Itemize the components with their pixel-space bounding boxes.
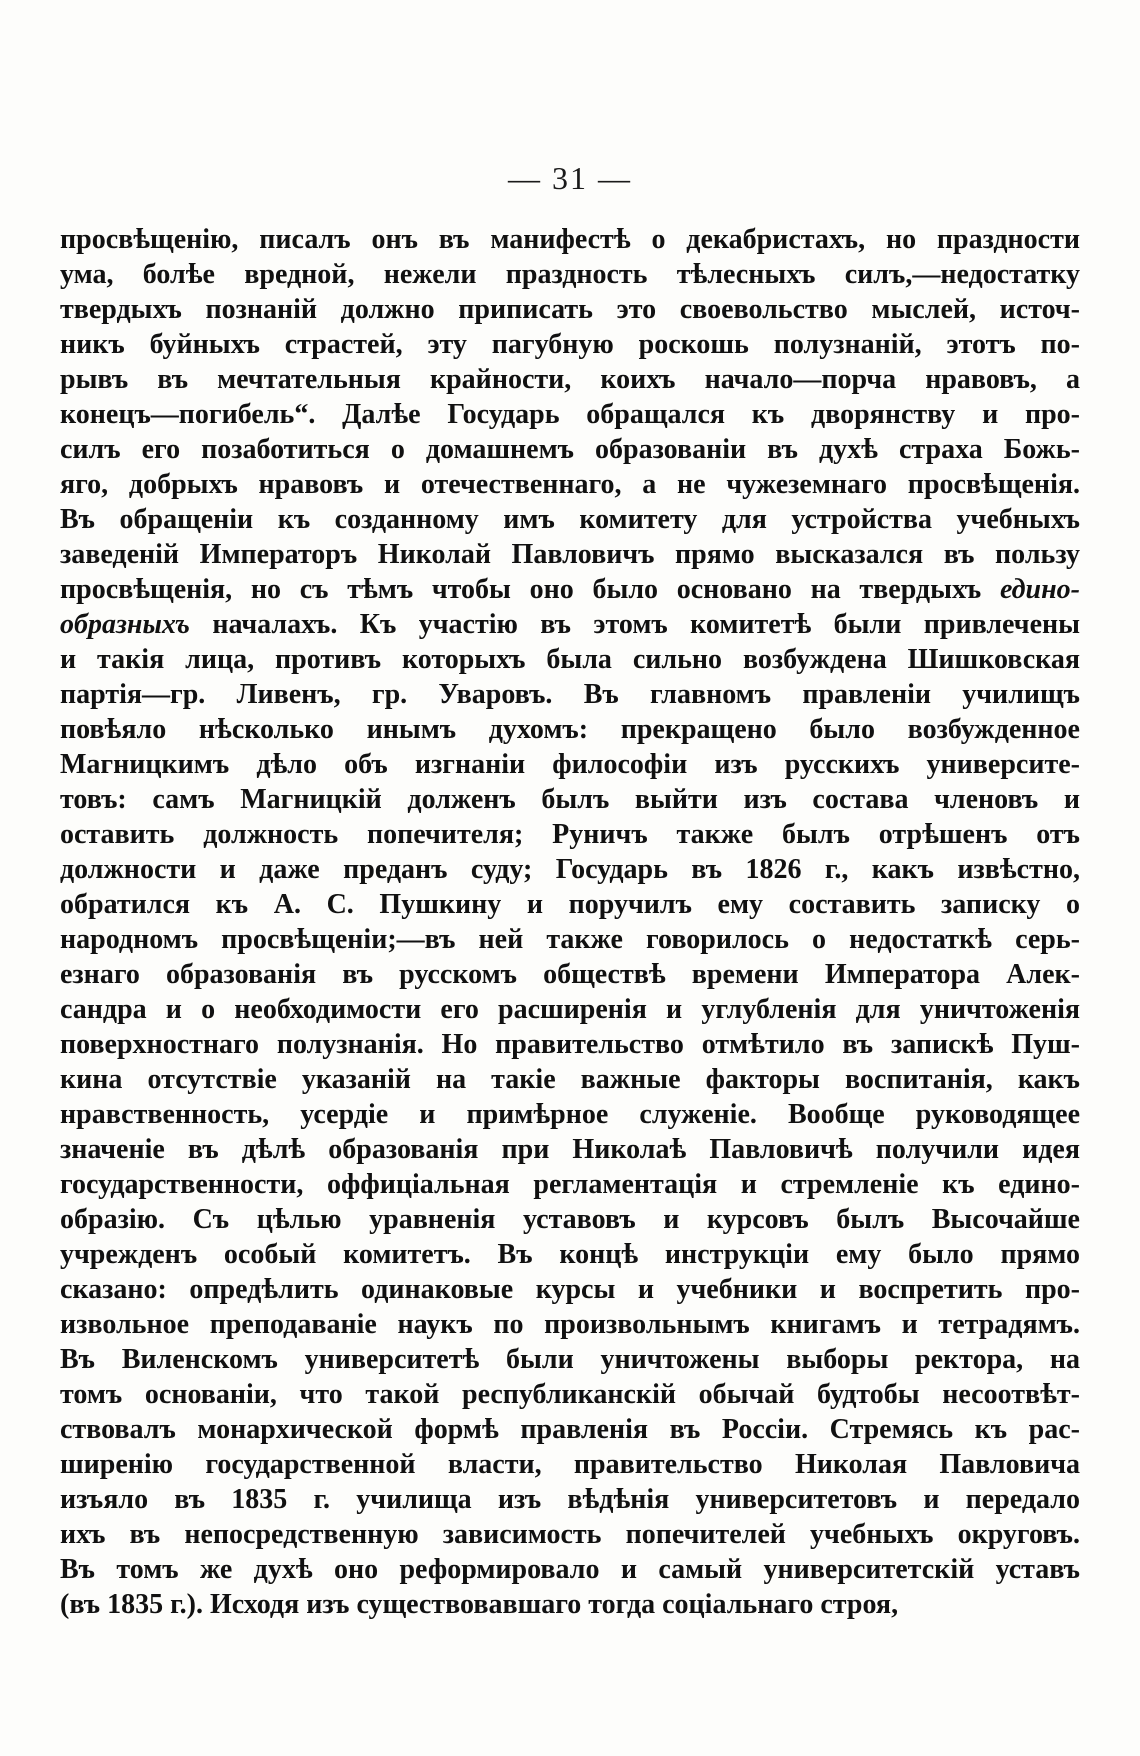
text-line: Въ томъ же духѣ оно реформировало и самый университетскій уставъ [60, 1554, 1080, 1585]
text-line: учрежденъ особый комитетъ. Въ концѣ инструкціи ему было прямо [60, 1239, 1080, 1270]
text-fragment: началахъ. Къ участію въ этомъ комитетѣ были привлечены [189, 609, 1080, 640]
text-line: государственности, оффиціальная регламентація и стремленіе къ едино- [60, 1169, 1080, 1200]
text-line: (въ 1835 г.). Исходя изъ существовавшаго тогда соціальнаго строя, [60, 1589, 899, 1620]
text-line: изъяло въ 1835 г. училища изъ вѣдѣнія университетовъ и передало [60, 1484, 1080, 1515]
text-line: народномъ просвѣщеніи;—въ ней также говорилось о недостаткѣ серь- [60, 924, 1080, 955]
text-line: должности и даже преданъ суду; Государь въ 1826 г., какъ извѣстно, [60, 854, 1080, 885]
text-line: обратился къ А. С. Пушкину и поручилъ ему составить записку о [60, 889, 1080, 920]
text-line: товъ: самъ Магницкій долженъ былъ выйти изъ состава членовъ и [60, 784, 1080, 815]
text-line: ширенію государственной власти, правительство Николая Павловича [60, 1449, 1080, 1480]
text-line: никъ буйныхъ страстей, эту пагубную роскошь полузнаній, этотъ по- [60, 329, 1080, 360]
text-line: сказано: опредѣлить одинаковые курсы и учебники и воспретить про- [60, 1274, 1080, 1305]
text-line: езнаго образованія въ русскомъ обществѣ времени Императора Алек- [60, 959, 1080, 990]
text-line: нравственность, усердіе и примѣрное служеніе. Вообще руководящее [60, 1099, 1080, 1130]
text-line: ствовалъ монархической формѣ правленія въ Россіи. Стремясь къ рас- [60, 1414, 1080, 1445]
text-line: образію. Съ цѣлью уравненія уставовъ и курсовъ былъ Высочайше [60, 1204, 1080, 1235]
text-line: Магницкимъ дѣло объ изгнаніи философіи изъ русскихъ университе- [60, 749, 1080, 780]
text-line: рывъ въ мечтательныя крайности, коихъ начало—порча нравовъ, а [60, 364, 1080, 395]
text-fragment: просвѣщенія, но съ тѣмъ чтобы оно было основано на твердыхъ [60, 574, 1000, 605]
text-line: значеніе въ дѣлѣ образованія при Николаѣ Павловичѣ получили идея [60, 1134, 1080, 1165]
text-line: поверхностнаго полузнанія. Но правительство отмѣтило въ запискѣ Пуш- [60, 1029, 1080, 1060]
italic-fragment: образныхъ [60, 609, 190, 640]
text-line: яго, добрыхъ нравовъ и отечественнаго, а не чужеземнаго просвѣщенія. [60, 469, 1080, 500]
text-line: томъ основаніи, что такой республиканскій обычай будтобы несоотвѣт- [60, 1379, 1080, 1410]
text-line: твердыхъ познаній должно приписать это своевольство мыслей, источ- [60, 294, 1080, 325]
text-line-with-italic [60, 572, 1080, 607]
text-line: партія—гр. Ливенъ, гр. Уваровъ. Въ главномъ правленіи училищъ [60, 679, 1080, 710]
text-line: конецъ—погибель“. Далѣе Государь обращался къ дворянству и про- [60, 399, 1080, 430]
text-line: заведеній Императоръ Николай Павловичъ прямо высказался въ пользу [60, 539, 1080, 570]
text-line: сандра и о необходимости его расширенія и углубленія для уничтоженія [60, 994, 1080, 1025]
text-line: просвѣщенію, писалъ онъ въ манифестѣ о декабристахъ, но праздности [60, 224, 1080, 255]
text-line: силъ его позаботиться о домашнемъ образованіи въ духѣ страха Божь- [60, 434, 1080, 465]
page-number: — 31 — [508, 160, 632, 196]
body-text [60, 222, 1080, 1622]
text-line: извольное преподаваніе наукъ по произвольнымъ книгамъ и тетрадямъ. [60, 1309, 1080, 1340]
text-line: кина отсутствіе указаній на такіе важные факторы воспитанія, какъ [60, 1064, 1080, 1095]
text-line-with-italic [60, 607, 1080, 642]
italic-fragment: едино- [999, 574, 1080, 605]
text-line: и такія лица, противъ которыхъ была сильно возбуждена Шишковская [60, 644, 1080, 675]
text-line: ихъ въ непосредственную зависимость попечителей учебныхъ округовъ. [60, 1519, 1080, 1550]
text-line: Въ обращеніи къ созданному имъ комитету для устройства учебныхъ [60, 504, 1080, 535]
text-line: оставить должность попечителя; Руничъ также былъ отрѣшенъ отъ [60, 819, 1080, 850]
text-line: повѣяло нѣсколько инымъ духомъ: прекращено было возбужденное [60, 714, 1080, 745]
text-line: Въ Виленскомъ университетѣ были уничтожены выборы ректора, на [60, 1344, 1080, 1375]
text-line: ума, болѣе вредной, нежели праздность тѣлесныхъ силъ,—недостатку [60, 259, 1080, 290]
